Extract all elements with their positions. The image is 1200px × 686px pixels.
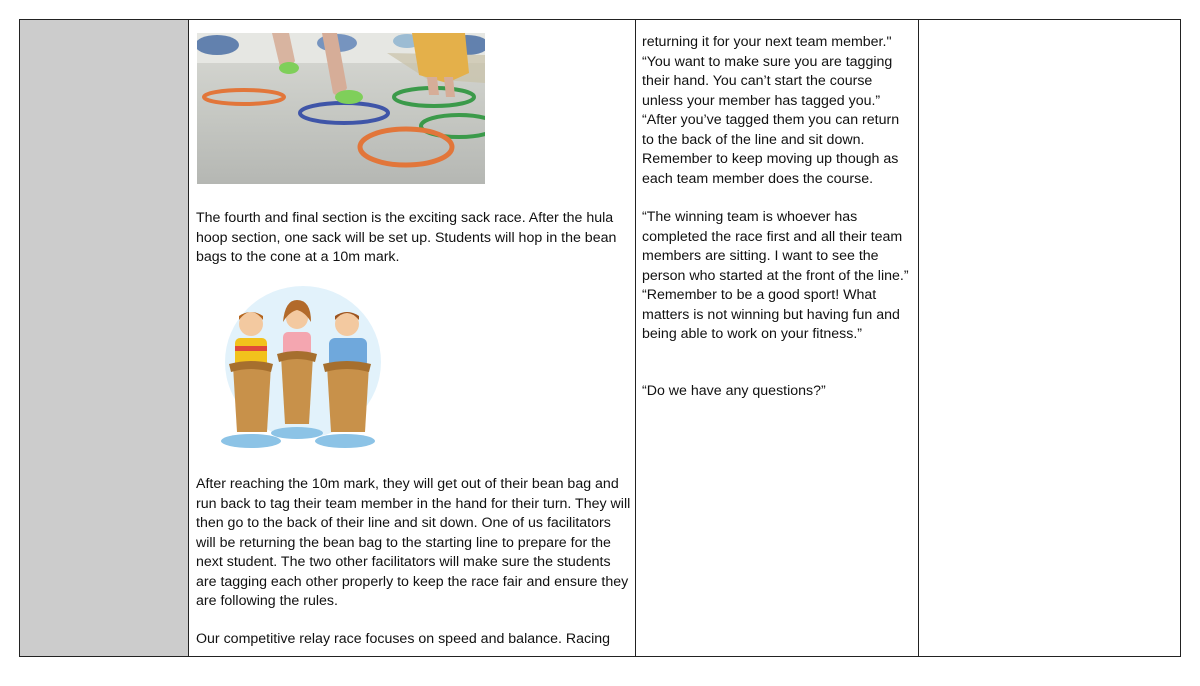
hula-hoop-photo bbox=[197, 33, 485, 184]
sack-race-illustration bbox=[215, 284, 393, 454]
script-line: “You want to make sure you are tagging their hand. You can’t start the course unless your member has tagged you.” bbox=[642, 53, 893, 109]
script-column bbox=[636, 20, 919, 656]
script-line: “The winning team is whoever has completed the race first and all their team members are sitting. I want to see the person who started at the front of the line.” bbox=[642, 209, 909, 284]
script-line: “After you’ve tagged them you can return to the back of the line and sit down. Remember to keep moving up though as each team member does the course. bbox=[642, 112, 900, 187]
lesson-plan-table bbox=[19, 19, 1181, 657]
script-line: returning it for your next team member." bbox=[642, 34, 892, 50]
grey-label-column bbox=[20, 20, 189, 656]
running-back-paragraph: After reaching the 10m mark, they will get out of their bean bag and run back to tag their team member in the hand for their turn. They will then go to the back of their line and sit down. One of us facilitators will be returning the bean bag to the starting line to prepare for the next student. The two other facilitators will make sure the students are tagging each other properly to keep the race fair and ensure they are following the rules. bbox=[196, 476, 631, 609]
sack-race-paragraph: The fourth and final section is the exciting sack race. After the hula hoop section, one sack will be set up. Students will hop in the bean bags to the cone at a 10m mark. bbox=[196, 210, 617, 265]
script-block-1 bbox=[642, 33, 914, 189]
empty-notes-column bbox=[919, 20, 1180, 656]
description-column bbox=[189, 20, 636, 656]
closing-question: “Do we have any questions?” bbox=[642, 383, 826, 399]
script-block-2 bbox=[642, 208, 914, 345]
script-line: “Remember to be a good sport! What matters is not winning but having fun and being able to work on your fitness.” bbox=[642, 287, 900, 342]
relay-race-paragraph: Our competitive relay race focuses on speed and balance. Racing bbox=[196, 631, 611, 647]
